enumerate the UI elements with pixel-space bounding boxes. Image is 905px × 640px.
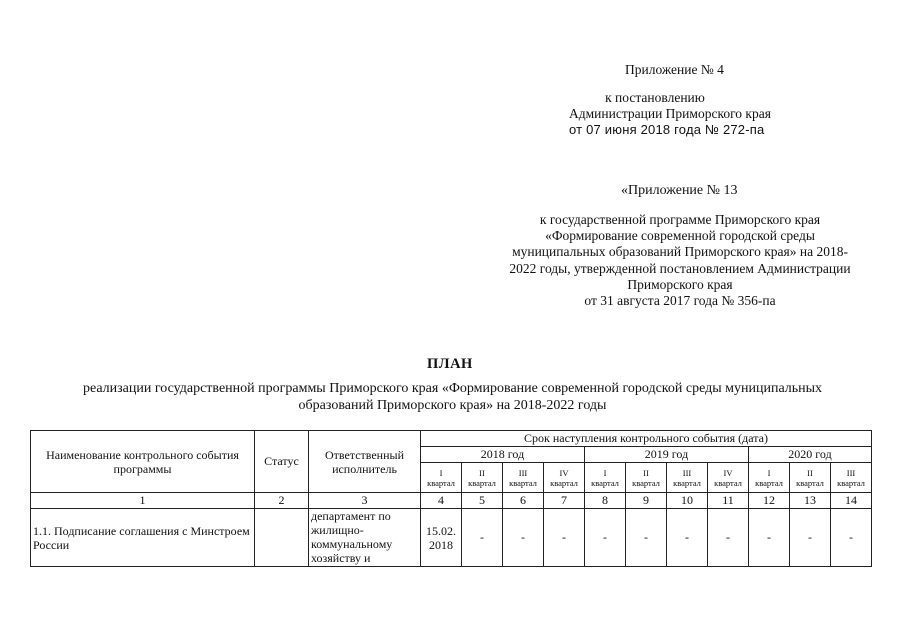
quarter-word: квартал	[427, 477, 455, 488]
row-date-cell: -	[626, 509, 667, 567]
quarter-roman: III	[682, 467, 692, 478]
row-executor: департамент по жилищно-коммунальному хозяйству и	[309, 509, 421, 567]
row-date-cell: -	[585, 509, 626, 567]
header-year-2018: 2018 год	[421, 447, 585, 463]
quarter-roman: I	[439, 467, 443, 478]
quarter-roman: III	[518, 467, 528, 478]
quarter-word: квартал	[714, 477, 742, 488]
quarter-word: квартал	[673, 477, 701, 488]
row-date-cell: -	[503, 509, 544, 567]
column-number: 13	[790, 493, 831, 509]
appendix-13-line: к государственной программе Приморского края	[539, 212, 821, 227]
row-date-cell: -	[749, 509, 790, 567]
column-number: 9	[626, 493, 667, 509]
column-number: 12	[749, 493, 790, 509]
quarter-word: квартал	[837, 477, 865, 488]
quarter-header	[544, 463, 585, 493]
plan-subtitle-line-2: образований Приморского края» на 2018-2022 годы	[298, 398, 607, 413]
column-number: 11	[708, 493, 749, 509]
quarter-roman: IV	[559, 467, 569, 478]
header-status: Статус	[255, 431, 309, 493]
table-row	[31, 509, 872, 567]
quarter-word: квартал	[550, 477, 578, 488]
appendix-13-text	[480, 212, 880, 309]
header-executor: Ответственный исполнитель	[309, 431, 421, 493]
quarter-header	[790, 463, 831, 493]
quarter-header	[708, 463, 749, 493]
column-number: 1	[31, 493, 255, 509]
quarter-roman: I	[767, 467, 771, 478]
row-date-cell: -	[790, 509, 831, 567]
column-number: 3	[309, 493, 421, 509]
to-resolution-line: к постановлению	[605, 90, 705, 105]
column-number: 6	[503, 493, 544, 509]
resolution-date-stamp: от 07 июня 2018 года № 272-па	[569, 122, 765, 137]
quarter-roman: III	[846, 467, 856, 478]
quarter-header	[462, 463, 503, 493]
header-deadline: Срок наступления контрольного события (дата)	[421, 431, 872, 447]
quarter-word: квартал	[509, 477, 537, 488]
appendix-13-line: от 31 августа 2017 года № 356-па	[584, 293, 776, 309]
column-number: 14	[831, 493, 872, 509]
appendix-4-title: Приложение № 4	[625, 62, 724, 77]
quarter-header	[585, 463, 626, 493]
header-year-2019: 2019 год	[585, 447, 749, 463]
column-number: 2	[255, 493, 309, 509]
column-number: 5	[462, 493, 503, 509]
appendix-13-line: «Формирование современной городской среды	[545, 228, 815, 244]
header-event-name: Наименование контрольного события программы	[31, 431, 255, 493]
header-year-2020: 2020 год	[749, 447, 872, 463]
column-number: 8	[585, 493, 626, 509]
plan-title: ПЛАН	[427, 356, 473, 372]
quarter-word: квартал	[755, 477, 783, 488]
quarter-header	[749, 463, 790, 493]
quarter-header	[667, 463, 708, 493]
plan-subtitle-line-1: реализации государственной программы Приморского края «Формирование современной городской среды муниципальных	[82, 381, 823, 396]
row-event-name: 1.1. Подписание соглашения с Минстроем России	[31, 509, 255, 567]
column-number: 10	[667, 493, 708, 509]
appendix-13-line: 2022 годы, утвержденной постановлением Администрации	[509, 260, 851, 276]
quarter-roman: II	[479, 467, 485, 478]
quarter-roman: IV	[723, 467, 733, 478]
row-date-cell: -	[544, 509, 585, 567]
row-date-cell: -	[831, 509, 872, 567]
quarter-roman: I	[603, 467, 607, 478]
appendix-13-title: «Приложение № 13	[621, 183, 738, 198]
quarter-header	[626, 463, 667, 493]
administration-line: Администрации Приморского края	[569, 106, 771, 121]
quarter-word: квартал	[591, 477, 619, 488]
row-date-cell: 15.02. 2018	[421, 509, 462, 567]
appendix-13-line: Приморского края	[627, 276, 733, 292]
quarter-header	[503, 463, 544, 493]
quarter-header	[421, 463, 462, 493]
quarter-header	[831, 463, 872, 493]
quarter-word: квартал	[632, 477, 660, 488]
quarter-roman: II	[643, 467, 649, 478]
row-status	[255, 509, 309, 567]
row-date-cell: -	[462, 509, 503, 567]
row-date-cell: -	[667, 509, 708, 567]
row-date-cell: -	[708, 509, 749, 567]
quarter-roman: II	[807, 467, 813, 478]
column-number: 7	[544, 493, 585, 509]
quarter-word: квартал	[468, 477, 496, 488]
plan-table	[30, 430, 872, 567]
appendix-13-line: муниципальных образований Приморского края» на 2018-	[512, 244, 848, 260]
quarter-word: квартал	[796, 477, 824, 488]
column-number: 4	[421, 493, 462, 509]
